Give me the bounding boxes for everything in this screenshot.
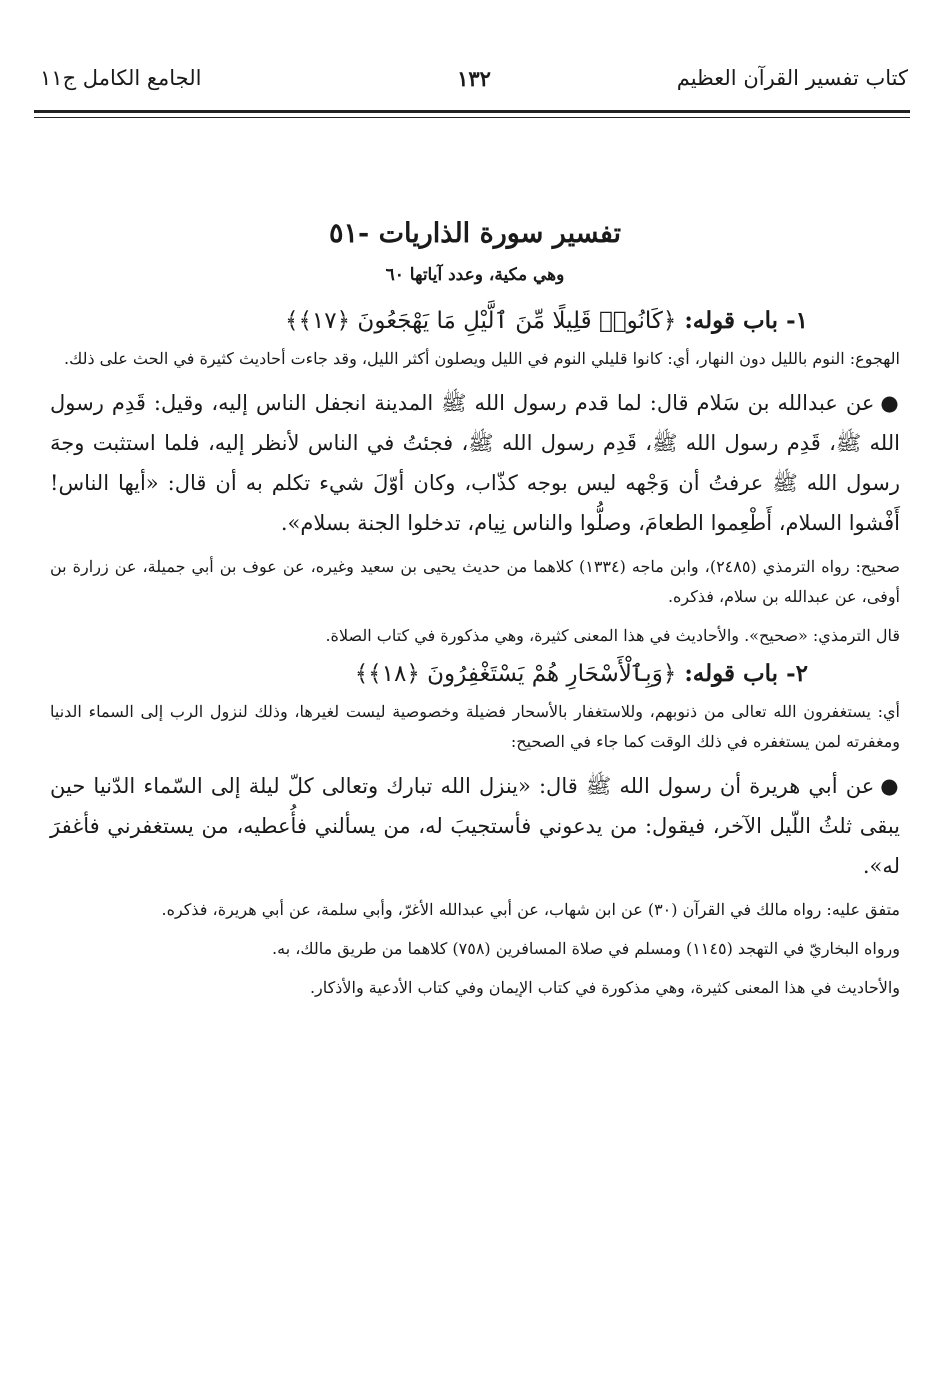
surah-title: تفسير سورة الذاريات -٥١ <box>328 218 622 249</box>
hadith-source: ورواه البخاريّ في التهجد (١١٤٥) ومسلم في صلاة المسافرين (٧٥٨) كلاهما من طريق مالك، به. <box>272 939 900 958</box>
hadith-note: والأحاديث في هذا المعنى كثيرة، وهي مذكورة في كتاب الإيمان وفي كتاب الأدعية والأذكار. <box>309 978 900 997</box>
hadith-text <box>50 383 900 543</box>
bullet-icon: ● <box>880 773 900 798</box>
header-rule-thick <box>34 110 910 113</box>
section-heading-label: ١- باب قوله: <box>684 307 808 334</box>
hadith-grading: قال الترمذي: «صحيح». والأحاديث في هذا المعنى كثيرة، وهي مذكورة في كتاب الصلاة. <box>325 626 900 645</box>
section-heading-2 <box>50 660 900 687</box>
surah-subtitle: وهي مكية، وعدد آياتها ٦٠ <box>385 265 565 285</box>
section-heading-1 <box>50 307 900 334</box>
volume-title: الجامع الكامل ج١١ <box>40 66 202 90</box>
hadith-body: عن أبي هريرة أن رسول الله ﷺ قال: «ينزل الله تبارك وتعالى كلّ ليلة إلى السّماء الدّنيا حين يبقى ثلثُ اللّيل الآخر، فيقول: من يدعوني فأستجيبَ له، من يسألني فأُعطيه، من يستغفرني فأغفرَ له». <box>50 774 900 878</box>
hadith-source: متفق عليه: رواه مالك في القرآن (٣٠) عن ابن شهاب، عن أبي عبدالله الأغرّ، وأبي سلمة، عن أبي هريرة، فذكره. <box>161 900 900 919</box>
quran-verse: ﴿كَانُوا۟ قَلِيلًا مِّنَ ٱلَّيْلِ مَا يَهْجَعُونَ ﴿١٧﴾﴾ <box>284 308 677 334</box>
page-number: ١٣٢ <box>457 66 491 91</box>
verse-explanation: أي: يستغفرون الله تعالى من ذنوبهم، وللاستغفار بالأسحار فضيلة وخصوصية ليست لغيرها، وذلك لنزول الرب إلى السماء الدنيا ومغفرته لمن يستغفره في ذلك الوقت كما جاء في الصحيح: <box>50 702 901 751</box>
hadith-text <box>50 766 900 886</box>
header-rule-thin <box>34 117 910 118</box>
book-title: كتاب تفسير القرآن العظيم <box>676 66 908 90</box>
running-header <box>40 66 908 106</box>
hadith-source: صحيح: رواه الترمذي (٢٤٨٥)، وابن ماجه (١٣٣٤) كلاهما من حديث يحيى بن سعيد وغيره، عن عوف بن أبي جميلة، عن زرارة بن أوفى، عن عبدالله بن سلام، فذكره. <box>50 557 900 606</box>
quran-verse: ﴿وَبِٱلْأَسْحَارِ هُمْ يَسْتَغْفِرُونَ ﴿١٨﴾﴾ <box>354 661 677 687</box>
page-body <box>50 218 900 1012</box>
bullet-icon: ● <box>880 390 901 415</box>
hadith-body: عن عبدالله بن سَلام قال: لما قدم رسول الله ﷺ المدينة انجفل الناس إليه، وقيل: قَدِم رسول الله ﷺ، قَدِم رسول الله ﷺ، قَدِم رسول الله ﷺ، فجئتُ في الناس لأنظر إليه، فلما استثبت وجهَ رسول الله ﷺ عرفتُ أن وَجْهه ليس بوجه كذّاب، وكان أوّلَ شيء تكلم به أن قال: «أيها الناس! أَفْشوا السلام، أَطْعِموا الطعامَ، وصلُّوا والناس نِيام، تدخلوا الجنة بسلام». <box>50 391 900 535</box>
section-heading-label: ٢- باب قوله: <box>684 660 808 687</box>
verse-explanation: الهجوع: النوم بالليل دون النهار، أي: كانوا قليلي النوم في الليل ويصلون أكثر الليل، وقد جاءت أحاديث كثيرة في الحث على ذلك. <box>64 349 900 368</box>
